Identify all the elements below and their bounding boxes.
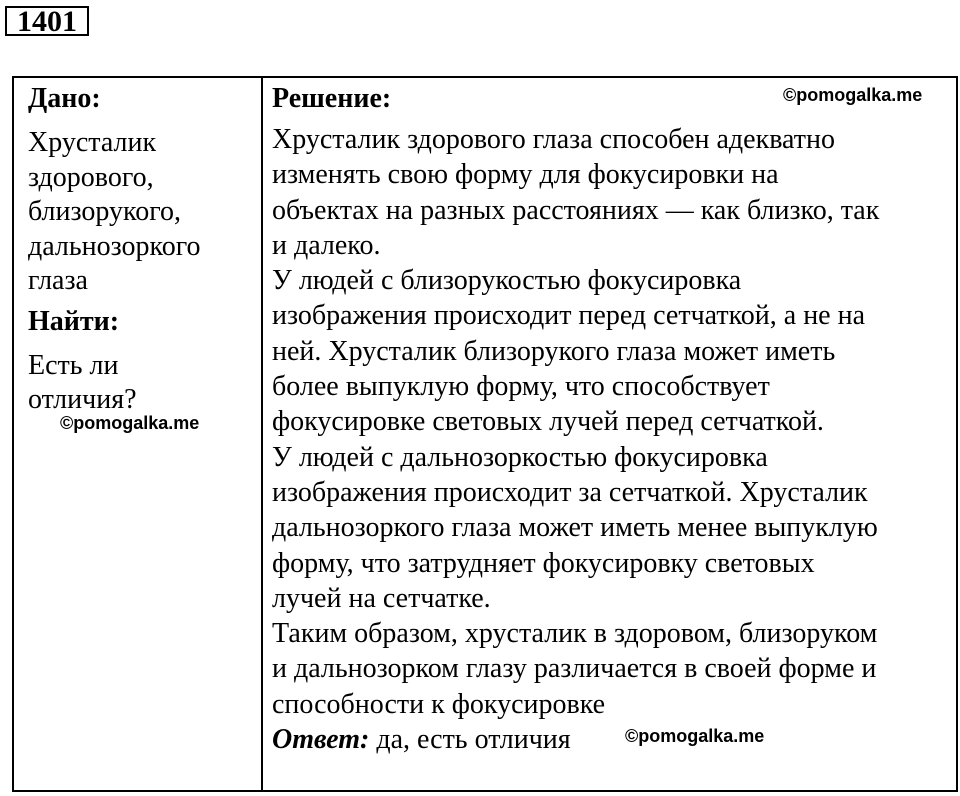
solution-heading: Решение:	[272, 83, 392, 114]
given-line: близорукого,	[28, 196, 182, 227]
find-line: отличия?	[28, 384, 137, 415]
problem-number: 1401	[5, 6, 89, 36]
given-column	[14, 78, 263, 790]
solution-line: форму, что затрудняет фокусировку световых	[272, 547, 815, 579]
answer-label: Ответ:	[272, 724, 370, 756]
find-heading: Найти:	[28, 305, 120, 337]
watermark: ©pomogalka.me	[60, 413, 200, 433]
find-line: Есть ли	[28, 349, 119, 381]
given-line: Хрусталик	[28, 127, 157, 158]
find-text	[28, 349, 261, 418]
solution-line: более выпуклую форму, что способствует	[272, 371, 770, 403]
given-text	[28, 126, 261, 299]
task-table	[12, 76, 958, 792]
solution-line: фокусировке световых лучей перед сетчаткой.	[272, 406, 824, 438]
solution-paragraph	[272, 263, 956, 439]
solution-line: и далеко.	[272, 229, 381, 261]
answer-line	[272, 722, 956, 757]
solution-column	[263, 78, 956, 790]
given-heading: Дано:	[28, 83, 101, 114]
solution-line: Хрусталик здорового глаза способен адекватно	[272, 124, 835, 155]
given-line: дальнозоркого	[28, 230, 201, 262]
solution-line: ней. Хрусталик близорукого глаза может иметь	[272, 335, 836, 367]
solution-line: изменять свою форму для фокусировки на	[272, 159, 779, 191]
watermark: ©pomogalka.me	[625, 726, 765, 746]
given-line: глаза	[28, 265, 88, 296]
solution-line: У людей с близорукостью фокусировка	[272, 265, 742, 297]
solution-paragraph	[272, 440, 956, 616]
solution-line: изображения происходит перед сетчаткой, а не на	[272, 300, 866, 332]
solution-line: объектах на разных расстояниях — как близко, так	[272, 194, 880, 226]
solution-line: Таким образом, хрусталик в здоровом, близоруком	[272, 618, 878, 650]
solution-line: изображения происходит за сетчаткой. Хрусталик	[272, 476, 868, 508]
solution-line: лучей на сетчатке.	[272, 582, 491, 614]
solution-paragraph	[272, 122, 956, 263]
solution-text	[272, 122, 956, 757]
solution-line: дальнозоркого глаза может иметь менее выпуклую	[272, 512, 878, 544]
solution-paragraph	[272, 616, 956, 722]
solution-line: У людей с дальнозоркостью фокусировка	[272, 441, 768, 473]
solution-line: способности к фокусировке	[272, 688, 606, 720]
watermark: ©pomogalka.me	[783, 85, 923, 105]
answer-text: да, есть отличия	[369, 724, 571, 756]
given-line: здорового,	[28, 161, 154, 193]
solution-line: и дальнозорком глазу различается в своей форме и	[272, 653, 877, 685]
